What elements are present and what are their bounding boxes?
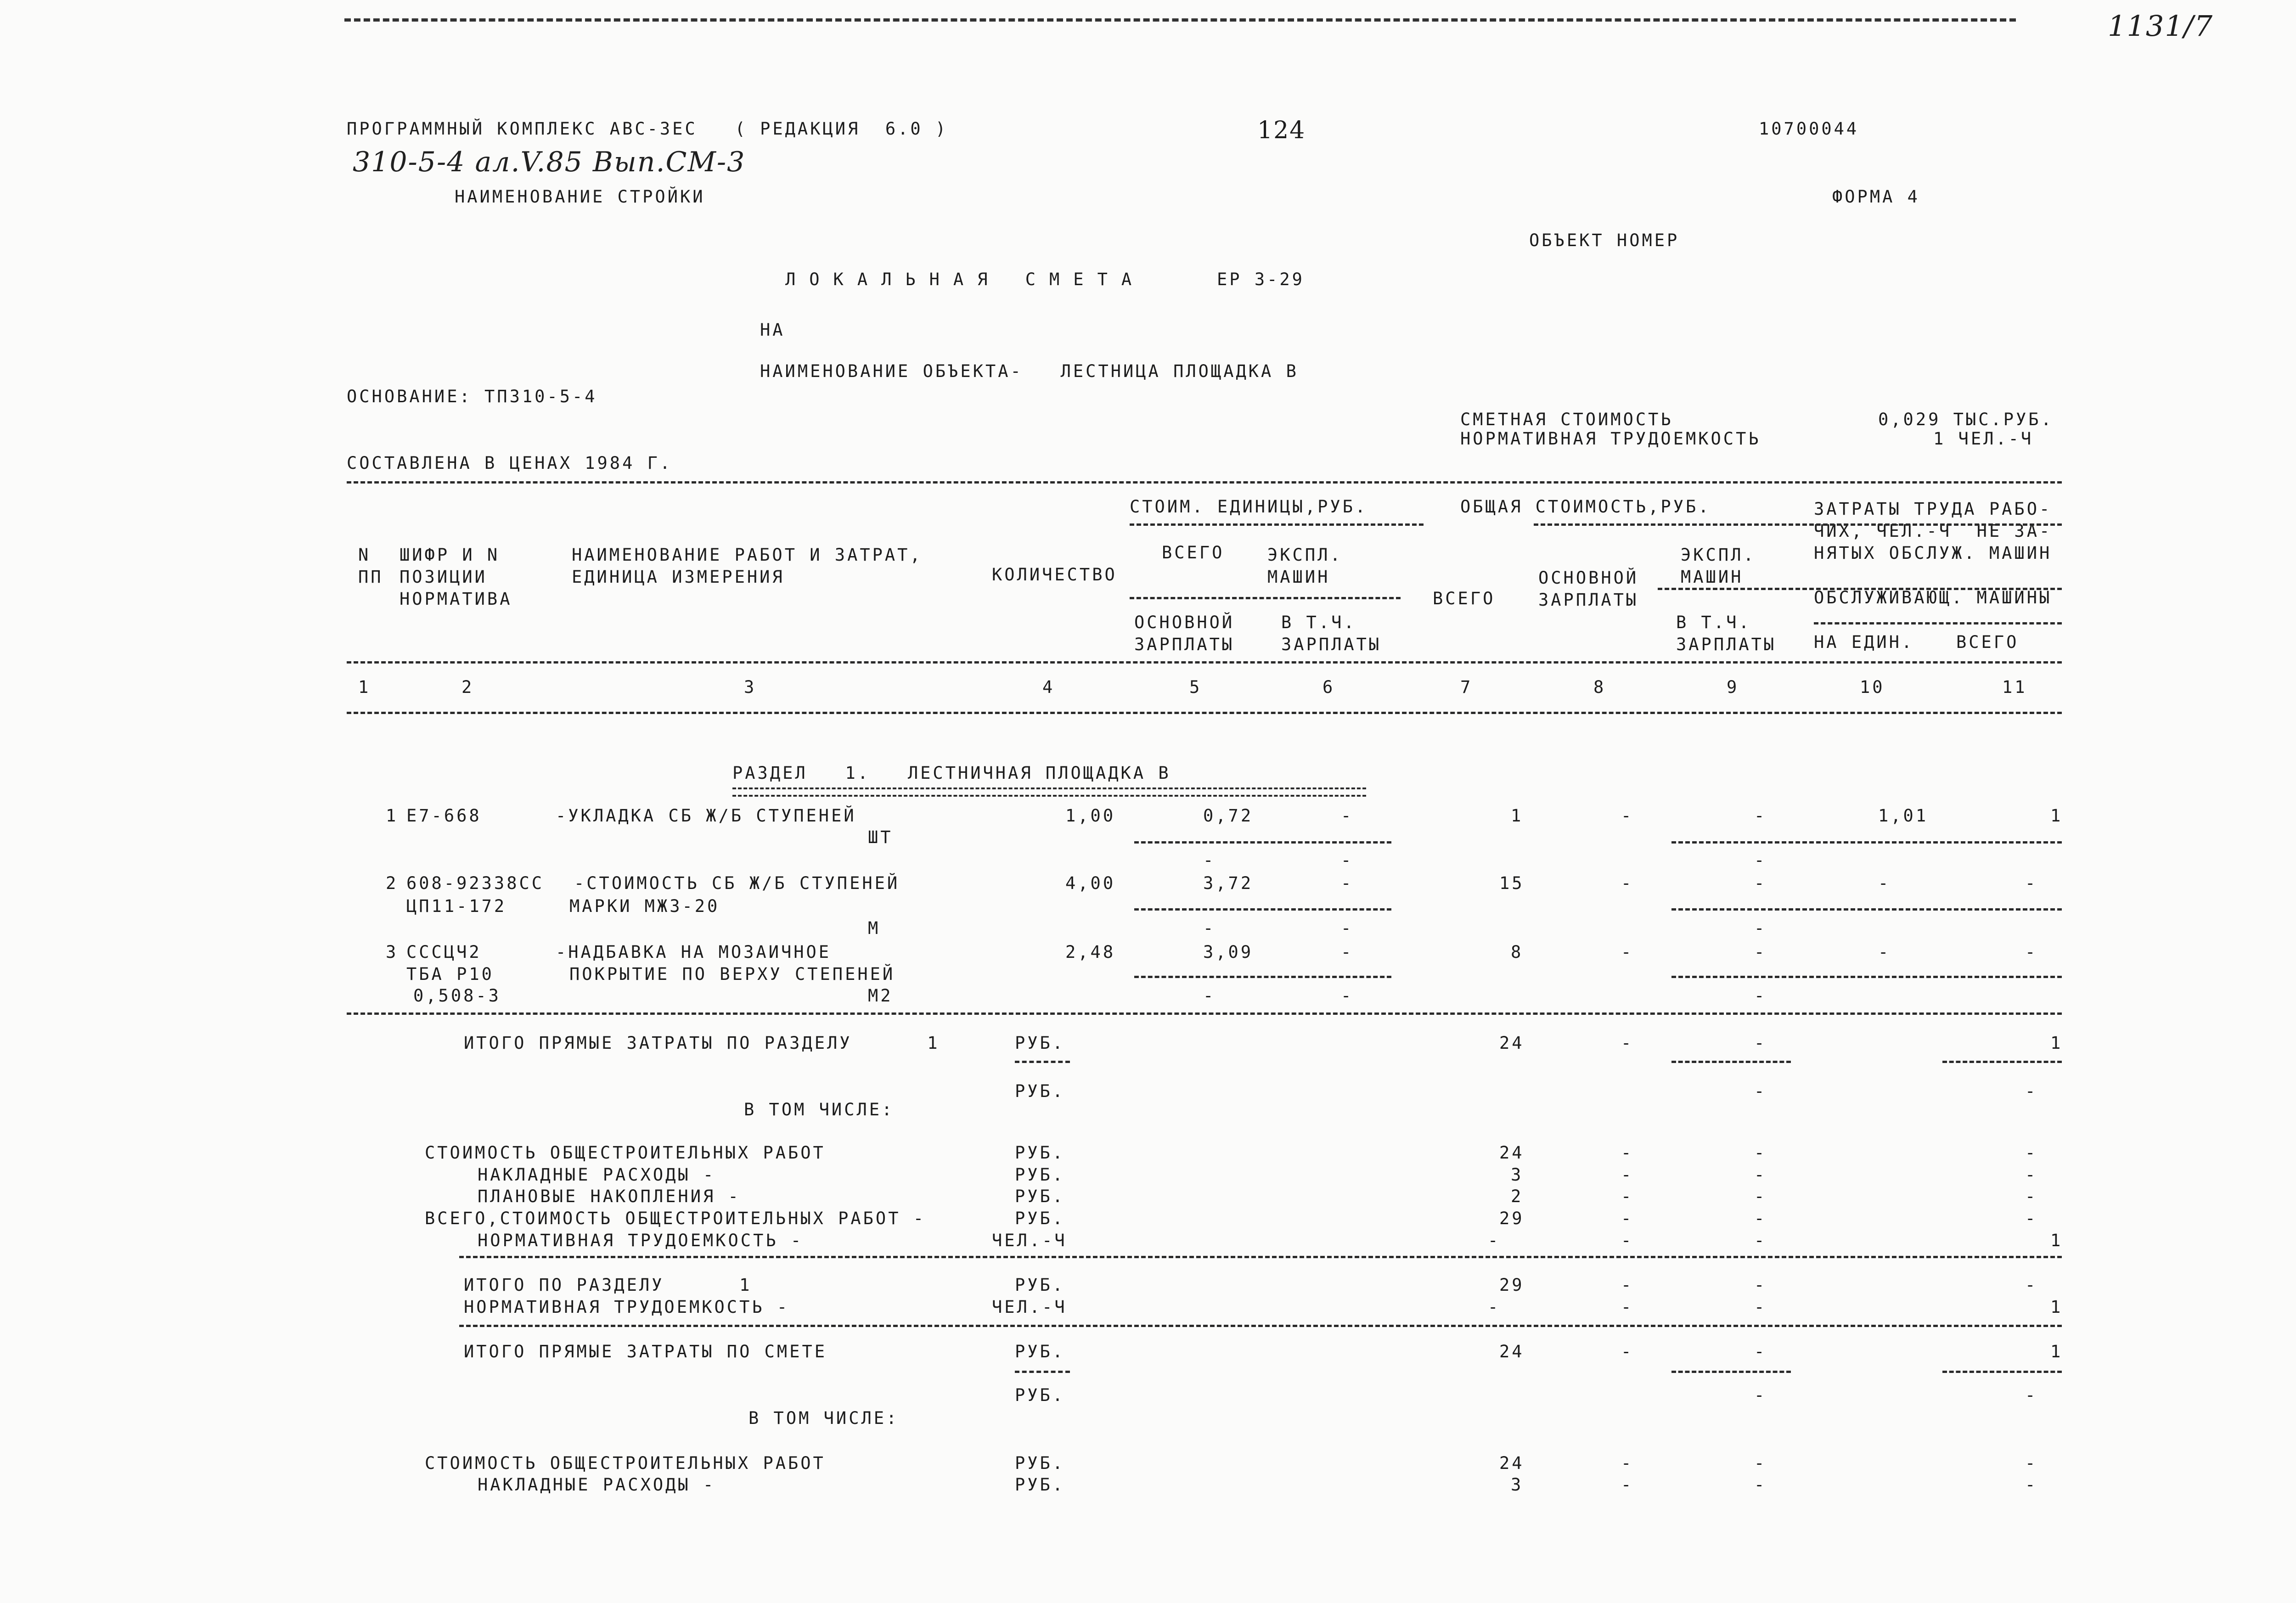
col-num-6: 6 <box>1322 677 1335 697</box>
row-2-name: -СТОИМОСТЬ СБ Ж/Б СТУПЕНЕЙ <box>574 873 900 893</box>
estimate-salary-unit: РУБ. <box>1015 1385 1065 1405</box>
estimate-overhead-labor: - <box>2025 1475 2038 1495</box>
row-1-c9: - <box>1754 806 1767 826</box>
general-works-unit: РУБ. <box>1015 1143 1065 1163</box>
row-1-code: Е7-668 <box>406 806 482 826</box>
header-sub-rule <box>1814 622 2062 624</box>
row-3-code-2: ТБА Р10 <box>406 964 494 984</box>
total-section-total: 29 <box>1499 1275 1525 1295</box>
unit-cost-header: СТОИМ. ЕДИНИЦЫ,РУБ. <box>1130 497 1368 517</box>
col-1-header: N ПП <box>358 545 383 587</box>
direct-costs-estimate-label: ИТОГО ПРЯМЫЕ ЗАТРАТЫ ПО СМЕТЕ <box>464 1342 827 1361</box>
header-sub-rule <box>1130 523 1424 526</box>
summary-rule <box>459 1325 2062 1327</box>
col-2-header: ШИФР И N ПОЗИЦИИ НОРМАТИВА <box>400 545 512 609</box>
on-label: НА <box>760 320 785 340</box>
labor-header: ЗАТРАТЫ ТРУДА РАБО- ЧИХ, ЧЕЛ.-Ч НЕ ЗА- НЯТЫХ ОБСЛУЖ. МАШИН <box>1814 499 2052 563</box>
top-perforation-line <box>344 18 2016 22</box>
row-3-c8: - <box>1621 942 1634 962</box>
row-3-unit: М2 <box>868 986 893 1006</box>
row-1-base-salary: - <box>1203 850 1216 870</box>
row-3-name: -НАДБАВКА НА МОЗАИЧНОЕ <box>556 942 832 962</box>
row-3-quantity: 2,48 <box>1065 942 1116 962</box>
summary-sub-rule <box>1671 1061 1791 1063</box>
estimate-title: ЛОКАЛЬНАЯ СМЕТА <box>785 270 1146 289</box>
direct-costs-estimate-total: 24 <box>1499 1342 1525 1361</box>
col-num-7: 7 <box>1460 677 1473 697</box>
norm-labor-c9: - <box>1754 1231 1767 1250</box>
section-title-underline <box>732 787 1366 797</box>
norm-labor-c8: - <box>1621 1231 1634 1250</box>
row-2-incl-salary: - <box>1341 918 1354 938</box>
section-norm-labor-label: НОРМАТИВНАЯ ТРУДОЕМКОСТЬ - <box>464 1297 790 1317</box>
summary-sub-rule <box>1942 1061 2062 1063</box>
general-works-c8: - <box>1621 1143 1634 1163</box>
row-3-incl-expl: - <box>1754 986 1767 1006</box>
estimate-overhead-label: НАКЛАДНЫЕ РАСХОДЫ - <box>478 1475 716 1495</box>
handwritten-page-number: 1131/7 <box>2108 9 2214 43</box>
estimate-code: ЕР 3-29 <box>1217 270 1305 289</box>
general-works-label: СТОИМОСТЬ ОБЩЕСТРОИТЕЛЬНЫХ РАБОТ <box>425 1143 826 1163</box>
tc-base-header: ОСНОВНОЙ ЗАРПЛАТЫ <box>1538 568 1639 610</box>
estimate-overhead-unit: РУБ. <box>1015 1475 1065 1495</box>
object-number-label: ОБЪЕКТ НОМЕР <box>1529 231 1680 250</box>
row-2-c9: - <box>1754 873 1767 893</box>
total-section-c9: - <box>1754 1275 1767 1295</box>
row-2-unit-cost: 3,72 <box>1203 873 1254 893</box>
total-general-works-c8: - <box>1621 1209 1634 1228</box>
row-1-name: -УКЛАДКА СБ Ж/Б СТУПЕНЕЙ <box>556 806 856 826</box>
document-code: 10700044 <box>1759 119 1859 139</box>
col-num-4: 4 <box>1042 677 1055 697</box>
section-norm-labor-value: 1 <box>2050 1297 2063 1317</box>
estimate-sub-rule <box>1942 1371 2062 1373</box>
estimate-general-works-unit: РУБ. <box>1015 1453 1065 1473</box>
row-2-labor-total: - <box>2025 873 2038 893</box>
overhead-labor: - <box>2025 1165 2038 1185</box>
planned-savings-label: ПЛАНОВЫЕ НАКОПЛЕНИЯ - <box>478 1187 741 1206</box>
direct-costs-estimate-unit: РУБ. <box>1015 1342 1065 1361</box>
row-3-total: 8 <box>1511 942 1524 962</box>
planned-savings-unit: РУБ. <box>1015 1187 1065 1206</box>
row-3-code: СССЦЧ2 <box>406 942 482 962</box>
row-1-quantity: 1,00 <box>1065 806 1116 826</box>
row-2-code: 608-92338СС <box>406 873 545 893</box>
row-1-incl-expl: - <box>1754 850 1767 870</box>
estimate-general-works-c9: - <box>1754 1453 1767 1473</box>
unit-total-header: ВСЕГО <box>1162 543 1225 562</box>
program-header: ПРОГРАММНЫЙ КОМПЛЕКС АВС-3ЕС ( РЕДАКЦИЯ 6.0 ) <box>347 119 948 139</box>
header-sub-rule <box>1534 523 2062 526</box>
total-general-works-label: ВСЕГО,СТОИМОСТЬ ОБЩЕСТРОИТЕЛЬНЫХ РАБОТ - <box>425 1209 926 1228</box>
norm-labor-value: 1 <box>2050 1231 2063 1250</box>
estimate-general-works-label: СТОИМОСТЬ ОБЩЕСТРОИТЕЛЬНЫХ РАБОТ <box>425 1453 826 1473</box>
row-3-number: 3 <box>386 942 399 962</box>
salary-c9: - <box>1754 1081 1767 1101</box>
summary-rule <box>459 1256 2062 1258</box>
header-sub-rule <box>1130 597 1401 599</box>
labor-unit-header: НА ЕДИН. <box>1814 632 1914 652</box>
direct-costs-section-unit: РУБ. <box>1015 1033 1065 1053</box>
row-1-labor-total: 1 <box>2050 806 2063 826</box>
row-1-unit: ШТ <box>868 827 893 847</box>
total-general-works-labor: - <box>2025 1209 2038 1228</box>
unit-expl-header: ЭКСПЛ. МАШИН <box>1267 545 1343 587</box>
row-3-c9: - <box>1754 942 1767 962</box>
norm-labor-label: НОРМАТИВНАЯ ТРУДОЕМКОСТЬ - <box>478 1231 804 1250</box>
row-3-sub-rule <box>1134 976 1391 978</box>
total-section-c8: - <box>1621 1275 1634 1295</box>
basis: ОСНОВАНИЕ: ТП310-5-4 <box>347 387 597 406</box>
form-label: ФОРМА 4 <box>1832 187 1920 207</box>
row-3-code-3: 0,508-3 <box>413 986 501 1006</box>
estimate-general-works-total: 24 <box>1499 1453 1525 1473</box>
row-2-number: 2 <box>386 873 399 893</box>
labor-sub-header: ОБСЛУЖИВАЮЩ. МАШИНЫ <box>1814 588 2052 607</box>
overhead-total: 3 <box>1511 1165 1524 1185</box>
estimate-sub-rule <box>1671 1371 1791 1373</box>
overhead-label: НАКЛАДНЫЕ РАСХОДЫ - <box>478 1165 716 1185</box>
general-works-labor: - <box>2025 1143 2038 1163</box>
row-2-c6: - <box>1341 873 1354 893</box>
overhead-c9: - <box>1754 1165 1767 1185</box>
row-3-base-salary: - <box>1203 986 1216 1006</box>
labor-value: 1 ЧЕЛ.-Ч <box>1933 429 2034 449</box>
direct-costs-estimate-c8: - <box>1621 1342 1634 1361</box>
norm-labor-total: - <box>1488 1231 1501 1250</box>
row-3-labor-unit: - <box>1878 942 1891 962</box>
section-norm-labor-total: - <box>1488 1297 1501 1317</box>
section-norm-labor-c8: - <box>1621 1297 1634 1317</box>
row-2-sub-rule <box>1671 908 2062 911</box>
tc-expl-header: ЭКСПЛ. МАШИН <box>1681 545 1756 587</box>
overhead-c8: - <box>1621 1165 1634 1185</box>
col-3-header: НАИМЕНОВАНИЕ РАБОТ И ЗАТРАТ, ЕДИНИЦА ИЗМЕРЕНИЯ <box>572 545 923 587</box>
direct-costs-section-c9: - <box>1754 1033 1767 1053</box>
row-2-quantity: 4,00 <box>1065 873 1116 893</box>
planned-savings-c8: - <box>1621 1187 1634 1206</box>
row-3-c6: - <box>1341 942 1354 962</box>
estimate-general-works-labor: - <box>2025 1453 2038 1473</box>
row-2-sub-rule <box>1134 908 1391 911</box>
salary-labor: - <box>2025 1081 2038 1101</box>
total-general-works-total: 29 <box>1499 1209 1525 1228</box>
planned-savings-labor: - <box>2025 1187 2038 1206</box>
header-sub-rule <box>1658 588 2062 590</box>
row-1-unit-cost: 0,72 <box>1203 806 1254 826</box>
estimate-sub-rule <box>1015 1371 1070 1373</box>
unit-incl-header: В Т.Ч. ЗАРПЛАТЫ <box>1281 613 1382 655</box>
row-2-total: 15 <box>1499 873 1525 893</box>
planned-savings-total: 2 <box>1511 1187 1524 1206</box>
items-bottom-rule <box>347 1012 2062 1015</box>
object-name: НАИМЕНОВАНИЕ ОБЪЕКТА- ЛЕСТНИЦА ПЛОЩАДКА В <box>760 361 1299 381</box>
total-cost-header: ОБЩАЯ СТОИМОСТЬ,РУБ. <box>1460 497 1711 517</box>
row-1-number: 1 <box>386 806 399 826</box>
col-num-5: 5 <box>1189 677 1202 697</box>
estimate-salary-c9: - <box>1754 1385 1767 1405</box>
row-1-labor-unit: 1,01 <box>1878 806 1929 826</box>
direct-costs-section-total: 24 <box>1499 1033 1525 1053</box>
estimate-overhead-c8: - <box>1621 1475 1634 1495</box>
unit-base-header: ОСНОВНОЙ ЗАРПЛАТЫ <box>1134 613 1235 655</box>
prices-note: СОСТАВЛЕНА В ЦЕНАХ 1984 Г. <box>347 453 673 473</box>
row-2-unit: М <box>868 918 881 938</box>
row-3-sub-rule <box>1671 976 2062 978</box>
handwritten-reference: 310-5-4 ал.V.85 Вып.СМ-3 <box>353 146 746 178</box>
col-num-11: 11 <box>2002 677 2027 697</box>
row-2-name-2: МАРКИ МЖ3-20 <box>569 896 720 916</box>
row-1-sub-rule <box>1671 841 2062 844</box>
general-works-total: 24 <box>1499 1143 1525 1163</box>
row-3-incl-salary: - <box>1341 986 1354 1006</box>
numbers-bottom-rule <box>347 712 2062 714</box>
row-2-labor-unit: - <box>1878 873 1891 893</box>
cost-label: СМЕТНАЯ СТОИМОСТЬ <box>1460 410 1673 429</box>
summary-sub-rule <box>1015 1061 1070 1063</box>
row-2-code-2: ЦП11-172 <box>406 896 507 916</box>
row-2-c8: - <box>1621 873 1634 893</box>
header-bottom-rule <box>347 661 2062 664</box>
total-section-labor: - <box>2025 1275 2038 1295</box>
row-1-c8: - <box>1621 806 1634 826</box>
overhead-unit: РУБ. <box>1015 1165 1065 1185</box>
direct-costs-estimate-c9: - <box>1754 1342 1767 1361</box>
col-num-10: 10 <box>1860 677 1885 697</box>
salary-unit: РУБ. <box>1015 1081 1065 1101</box>
norm-labor-unit: ЧЕЛ.-Ч <box>992 1231 1067 1250</box>
general-works-c9: - <box>1754 1143 1767 1163</box>
estimate-overhead-c9: - <box>1754 1475 1767 1495</box>
tc-total-header: ВСЕГО <box>1433 589 1496 608</box>
construction-name-label: НАИМЕНОВАНИЕ СТРОЙКИ <box>455 187 705 207</box>
col-num-2: 2 <box>461 677 474 697</box>
direct-costs-section-c8: - <box>1621 1033 1634 1053</box>
row-3-name-2: ПОКРЫТИЕ ПО ВЕРХУ СТЕПЕНЕЙ <box>569 964 895 984</box>
col-num-9: 9 <box>1727 677 1739 697</box>
direct-costs-section-labor: 1 <box>2050 1033 2063 1053</box>
table-top-rule <box>347 481 2062 484</box>
row-1-sub-rule <box>1134 841 1391 844</box>
total-general-works-unit: РУБ. <box>1015 1209 1065 1228</box>
page-number: 124 <box>1257 117 1306 144</box>
row-2-base-salary: - <box>1203 918 1216 938</box>
row-3-unit-cost: 3,09 <box>1203 942 1254 962</box>
labor-all-header: ВСЕГО <box>1956 632 2019 652</box>
row-2-incl-expl: - <box>1754 918 1767 938</box>
section-title: РАЗДЕЛ 1. ЛЕСТНИЧНАЯ ПЛОЩАДКА В <box>732 763 1171 783</box>
labor-label: НОРМАТИВНАЯ ТРУДОЕМКОСТЬ <box>1460 429 1761 449</box>
total-section-unit: РУБ. <box>1015 1275 1065 1295</box>
section-norm-labor-unit: ЧЕЛ.-Ч <box>992 1297 1067 1317</box>
col-num-8: 8 <box>1593 677 1606 697</box>
tc-incl-header: В Т.Ч. ЗАРПЛАТЫ <box>1676 613 1777 655</box>
total-general-works-c9: - <box>1754 1209 1767 1228</box>
direct-costs-estimate-labor: 1 <box>2050 1342 2063 1361</box>
estimate-general-works-c8: - <box>1621 1453 1634 1473</box>
including-label: В ТОМ ЧИСЛЕ: <box>744 1100 895 1119</box>
section-norm-labor-c9: - <box>1754 1297 1767 1317</box>
row-1-total: 1 <box>1511 806 1524 826</box>
col-num-3: 3 <box>744 677 757 697</box>
row-1-c6: - <box>1341 806 1354 826</box>
total-section-label: ИТОГО ПО РАЗДЕЛУ 1 <box>464 1275 752 1295</box>
estimate-including-label: В ТОМ ЧИСЛЕ: <box>748 1408 899 1428</box>
estimate-overhead-total: 3 <box>1511 1475 1524 1495</box>
col-num-1: 1 <box>358 677 371 697</box>
estimate-salary-labor: - <box>2025 1385 2038 1405</box>
row-1-incl-salary: - <box>1341 850 1354 870</box>
cost-value: 0,029 ТЫС.РУБ. <box>1878 410 2054 429</box>
planned-savings-c9: - <box>1754 1187 1767 1206</box>
direct-costs-section-label: ИТОГО ПРЯМЫЕ ЗАТРАТЫ ПО РАЗДЕЛУ 1 <box>464 1033 940 1053</box>
col-4-header: КОЛИЧЕСТВО <box>992 565 1117 585</box>
row-3-labor-total: - <box>2025 942 2038 962</box>
